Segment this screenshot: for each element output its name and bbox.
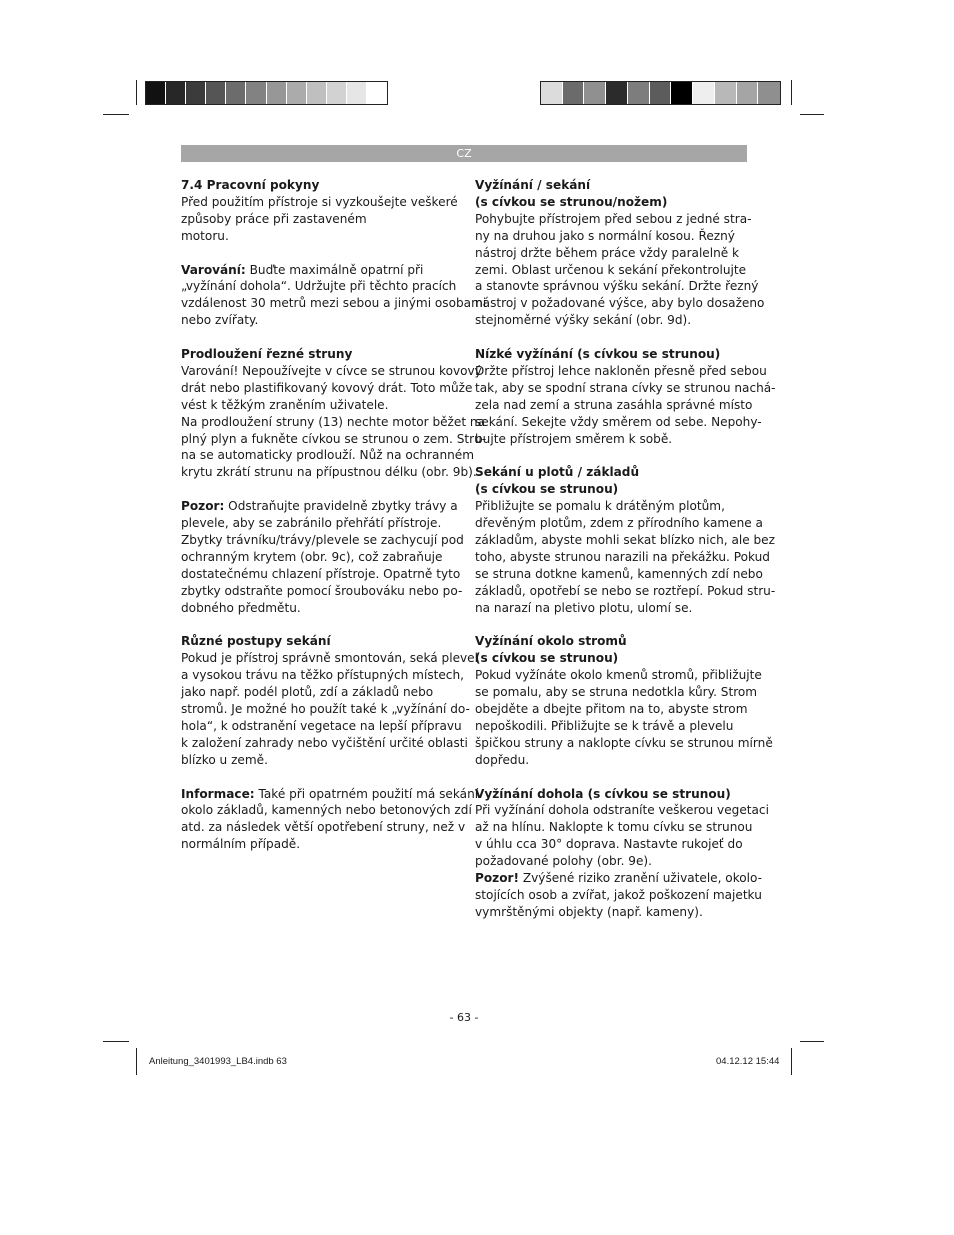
caution-text: Odstraňujte pravidelně zbytky trávy a [224,499,458,514]
text-line: základů, opotřebí se nebo se roztřepí. Pokud stru- [475,583,776,598]
section-title: 7.4 Pracovní pokyny [181,178,320,192]
color-swatch [307,82,327,104]
color-swatch [650,82,672,104]
text-line: Sekání u plotů / základů [475,465,640,480]
text-lines [475,363,776,448]
text-line: až na hlínu. Naklopte k tomu cívku se strunou [475,820,753,835]
text-lines [181,194,461,245]
text-line: Zbytky trávníku/trávy/plevele se zachycují pod [181,532,464,547]
text-line: tak, aby se spodní strana cívky se strunou nachá- [475,380,776,395]
crop-mark [103,1041,129,1042]
text-line: obejděte a dbejte přitom na to, abyste strom [475,702,748,717]
text-line: okolo základů, kamenných nebo betonových zdí [181,803,472,818]
crop-mark [136,1048,137,1075]
text-line: a vysokou trávu na těžko přístupných místech, [181,668,464,683]
right-column [475,177,776,938]
section-title: Vyžínání dohola (s cívkou se strunou) [475,786,731,801]
text-line: vymrštěnými objekty (např. kameny). [475,904,703,919]
crop-mark [791,1048,792,1075]
color-swatch [628,82,650,104]
warning-text: Buďte maximálně opatrní při [245,262,424,277]
left-column [181,177,487,870]
crop-mark [103,114,129,115]
text-line: se pomalu, aby se struna nedotkla kůry. Strom [475,685,758,700]
text-lines [475,667,773,768]
text-line: Vyžínání okolo stromů [475,634,627,649]
caution-label: Pozor! [475,871,519,886]
text-lines [181,363,487,481]
text-line: a stanovte správnou výšku sekání. Držte řezný [475,279,759,294]
color-swatch [246,82,266,104]
section-trimming [475,177,765,329]
color-swatch [541,82,563,104]
text-line: ny na druhou jako s normální kosou. Řezný [475,228,735,243]
page-number: - 63 - [449,1011,479,1024]
text-line: zbytky odstraňte pomocí šroubováku nebo po- [181,583,463,598]
color-swatch [758,82,780,104]
text-line: nástroj v požadované výšce, aby bylo dosaženo [475,296,765,311]
text-line: bujte přístrojem směrem k sobě. [475,431,673,446]
text-line: na se automaticky prodlouží. Nůž na ochranném [181,448,474,463]
section-trees [475,633,773,768]
section-work-instructions [181,177,461,245]
color-swatch [146,82,166,104]
text-line: Při vyžínání dohola odstraníte veškerou vegetaci [475,803,769,818]
language-label: CZ [456,147,472,160]
text-line: k založení zahrady nebo vyčištění určité oblasti [181,735,468,750]
caution-paragraph [181,498,464,616]
text-lines [475,802,769,870]
text-lines [181,515,464,616]
text-line: v úhlu cca 30° doprava. Nastavte rukojeť do [475,837,743,852]
warning-paragraph [181,262,487,330]
text-line: stromů. Je možné ho použít také k „vyžínání do- [181,702,470,717]
section-cutting-methods [181,633,478,768]
text-line: sekání. Sekejte vždy směrem od sebe. Nepohy- [475,414,762,429]
color-swatch [367,82,387,104]
section-title [475,464,755,498]
text-line: atd. za následek větší opotřebení struny, než v [181,820,466,835]
color-swatch [606,82,628,104]
color-swatch [327,82,347,104]
text-line: Vyžínání / sekání [475,178,591,192]
info-paragraph [181,786,479,854]
section-title [475,633,755,667]
text-line: Na prodloužení struny (13) nechte motor běžet na [181,414,486,429]
text-line: na narazí na pletivo plotu, ulomí se. [475,600,693,615]
text-line: stejnoměrné výšky sekání (obr. 9d). [475,313,692,328]
text-line: Držte přístroj lehce nakloněn přesně před sebou [475,363,767,378]
color-swatch [693,82,715,104]
text-line: Přibližujte se pomalu k drátěným plotům, [475,499,725,514]
text-line: motoru. [181,228,229,243]
text-line: špičkou struny a naklopte cívku se strunou mírně [475,735,773,750]
color-swatch [287,82,307,104]
color-swatch [186,82,206,104]
text-line: Pohybujte přístrojem před sebou z jedné stra- [475,211,752,226]
text-line: plevele, aby se zabránilo přehřátí přístroje. [181,516,442,531]
section-title: Různé postupy sekání [181,634,331,649]
color-swatch [671,82,693,104]
text-line: vzdálenost 30 metrů mezi sebou a jinými osobami [181,296,487,311]
text-line: dřevěným plotům, zdem z přírodního kamene a [475,516,763,531]
text-line: nepoškodili. Přibližujte se k trávě a plevelu [475,718,734,733]
text-lines [475,498,776,616]
section-title: Nízké vyžínání (s cívkou se strunou) [475,347,721,362]
color-swatch [226,82,246,104]
crop-mark [800,1041,824,1042]
text-line: zela nad zemí a struna zasáhla správné místo [475,397,753,412]
color-swatch [206,82,226,104]
section-low-trimming [475,346,776,447]
text-line: nebo zvířaty. [181,313,259,328]
text-line: se struna dotkne kamenů, kamenných zdí nebo [475,566,763,581]
text-line: Pokud vyžínáte okolo kmenů stromů, přibližujte [475,668,762,683]
info-label: Informace: [181,786,255,801]
text-line: požadované polohy (obr. 9e). [475,854,652,869]
text-line: plný plyn a fukněte cívkou se strunou o zem. Stru- [181,431,487,446]
color-swatch [584,82,606,104]
color-swatch [737,82,759,104]
caution-text: Zvýšené riziko zranění uživatele, okolo- [519,871,763,886]
text-lines [475,211,765,329]
color-bar-right [540,81,781,105]
text-lines [475,887,762,921]
color-swatch [347,82,367,104]
text-line: dobného předmětu. [181,600,301,615]
text-line: způsoby práce při zastaveném [181,211,367,226]
text-line: základům, abyste mohli sekat blízko nich, ale bez [475,533,775,547]
text-line: zemi. Oblast určenou k sekání překontrolujte [475,262,747,277]
text-line: Pokud je přístroj správně smontován, seká plevel [181,651,478,666]
text-line: (s cívkou se strunou) [475,651,619,666]
text-line: (s cívkou se strunou) [475,482,619,497]
text-lines [181,802,472,853]
color-swatch [166,82,186,104]
text-line: vést k těžkým zraněním uživatele. [181,397,389,412]
text-lines [181,650,478,768]
color-swatch [715,82,737,104]
text-line: jako např. podél plotů, zdí a základů nebo [181,685,434,700]
text-line: toho, abyste strunou narazili na překážku. Pokud [475,549,770,564]
crop-mark [791,80,792,105]
text-line: (s cívkou se strunou/nožem) [475,194,668,209]
text-line: „vyžínání dohola“. Udržujte při těchto pracích [181,279,457,294]
section-fences [475,464,776,616]
language-band [181,145,747,162]
crop-mark [136,80,137,105]
section-line-extension [181,346,487,481]
text-line: normálním případě. [181,837,301,852]
section-title: Prodloužení řezné struny [181,347,353,362]
text-line: dostatečnému chlazení přístroje. Opatrně tyto [181,566,461,581]
text-line: krytu zkrátí strunu na přípustnou délku (obr. 9b). [181,465,477,480]
text-line: ochranným krytem (obr. 9c), což zabraňuje [181,549,443,564]
color-swatch [563,82,585,104]
text-line: blízko u země. [181,752,268,767]
text-line: stojících osob a zvířat, jakož poškození majetku [475,888,762,902]
color-swatch [267,82,287,104]
caution-label: Pozor: [181,499,225,514]
warning-label: Varování: [181,262,246,277]
text-line: drát nebo plastifikovaný kovový drát. Toto může [181,380,473,395]
text-line: Před použitím přístroje si vyzkoušejte veškeré [181,194,458,209]
text-line: dopředu. [475,752,530,767]
crop-mark [800,114,824,115]
text-line: nástroj držte během práce vždy paralelně k [475,245,740,260]
text-line: hola“, k odstranění vegetace na lepší přípravu [181,718,462,733]
text-line: Varování! Nepoužívejte v cívce se strunou kovový [181,363,482,378]
text-lines [181,278,487,329]
info-text: Také při opatrném použití má sekání [254,786,479,801]
color-bar-left [145,81,388,105]
footer-datetime: 04.12.12 15:44 [716,1056,780,1067]
section-title [475,177,755,211]
section-scalping [475,786,769,921]
footer-filename: Anleitung_3401993_LB4.indb 63 [149,1056,287,1067]
